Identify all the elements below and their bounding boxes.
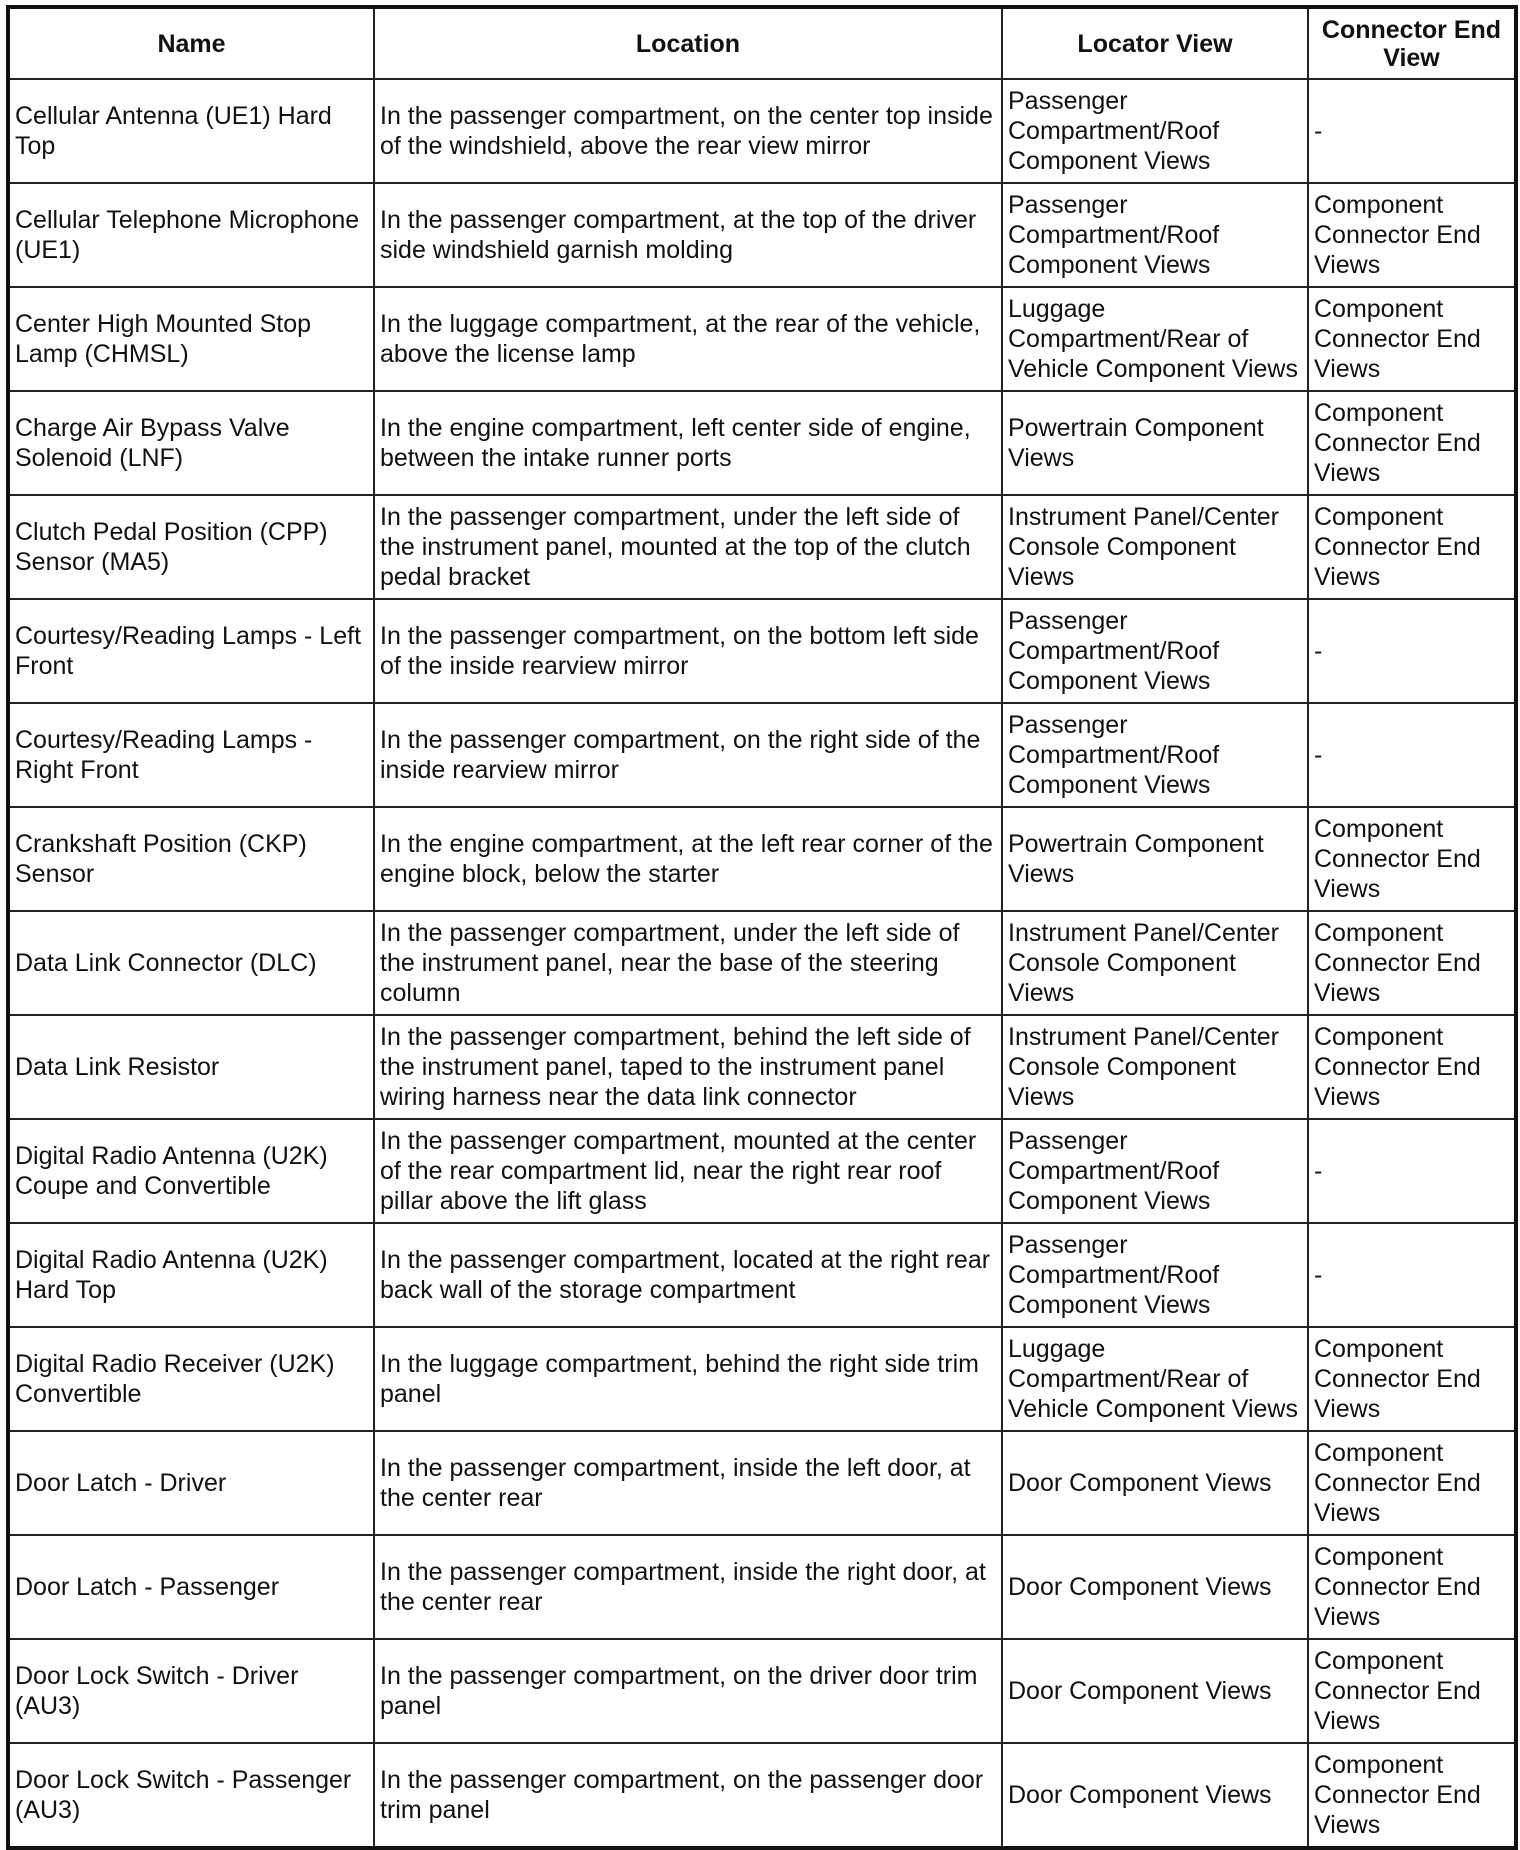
cell-locator-view: Instrument Panel/Center Console Component Views — [1002, 1015, 1308, 1119]
table-row — [8, 1223, 1516, 1327]
header-connector-end-view: Connector End View — [1308, 7, 1516, 79]
cell-name: Door Lock Switch - Passenger (AU3) — [8, 1743, 374, 1848]
cell-location: In the passenger compartment, located at the right rear back wall of the storage compartment — [374, 1223, 1002, 1327]
cell-location: In the passenger compartment, inside the right door, at the center rear — [374, 1535, 1002, 1639]
table-row — [8, 911, 1516, 1015]
cell-locator-view: Door Component Views — [1002, 1639, 1308, 1743]
table-row — [8, 1327, 1516, 1431]
header-name: Name — [8, 7, 374, 79]
table-row — [8, 703, 1516, 807]
cell-location: In the passenger compartment, inside the left door, at the center rear — [374, 1431, 1002, 1535]
cell-connector-end-view: Component Connector End Views — [1308, 1015, 1516, 1119]
cell-connector-end-view: Component Connector End Views — [1308, 807, 1516, 911]
cell-name: Center High Mounted Stop Lamp (CHMSL) — [8, 287, 374, 391]
table-header-row — [8, 7, 1516, 79]
cell-name: Clutch Pedal Position (CPP) Sensor (MA5) — [8, 495, 374, 599]
cell-locator-view: Instrument Panel/Center Console Component Views — [1002, 911, 1308, 1015]
cell-locator-view: Passenger Compartment/Roof Component Views — [1002, 703, 1308, 807]
header-locator-view: Locator View — [1002, 7, 1308, 79]
cell-connector-end-view: Component Connector End Views — [1308, 911, 1516, 1015]
cell-location: In the engine compartment, left center side of engine, between the intake runner ports — [374, 391, 1002, 495]
cell-connector-end-view: Component Connector End Views — [1308, 391, 1516, 495]
cell-name: Cellular Telephone Microphone (UE1) — [8, 183, 374, 287]
cell-location: In the passenger compartment, at the top of the driver side windshield garnish molding — [374, 183, 1002, 287]
component-locator-sheet — [6, 5, 1514, 1850]
cell-location: In the luggage compartment, behind the right side trim panel — [374, 1327, 1002, 1431]
cell-location: In the passenger compartment, on the passenger door trim panel — [374, 1743, 1002, 1848]
cell-name: Courtesy/Reading Lamps - Right Front — [8, 703, 374, 807]
table-row — [8, 1119, 1516, 1223]
cell-location: In the luggage compartment, at the rear of the vehicle, above the license lamp — [374, 287, 1002, 391]
cell-locator-view: Powertrain Component Views — [1002, 391, 1308, 495]
table-row — [8, 1431, 1516, 1535]
cell-connector-end-view: - — [1308, 599, 1516, 703]
table-row — [8, 495, 1516, 599]
cell-connector-end-view: Component Connector End Views — [1308, 1327, 1516, 1431]
cell-locator-view: Powertrain Component Views — [1002, 807, 1308, 911]
cell-name: Courtesy/Reading Lamps - Left Front — [8, 599, 374, 703]
table-row — [8, 599, 1516, 703]
cell-connector-end-view: Component Connector End Views — [1308, 287, 1516, 391]
cell-name: Data Link Connector (DLC) — [8, 911, 374, 1015]
component-locator-table — [6, 5, 1518, 1850]
cell-connector-end-view: - — [1308, 1223, 1516, 1327]
cell-locator-view: Instrument Panel/Center Console Component Views — [1002, 495, 1308, 599]
table-row — [8, 1535, 1516, 1639]
cell-locator-view: Passenger Compartment/Roof Component Views — [1002, 79, 1308, 183]
cell-locator-view: Door Component Views — [1002, 1743, 1308, 1848]
cell-name: Door Latch - Passenger — [8, 1535, 374, 1639]
cell-locator-view: Door Component Views — [1002, 1431, 1308, 1535]
cell-locator-view: Passenger Compartment/Roof Component Views — [1002, 1119, 1308, 1223]
cell-name: Data Link Resistor — [8, 1015, 374, 1119]
cell-locator-view: Passenger Compartment/Roof Component Views — [1002, 599, 1308, 703]
table-row — [8, 807, 1516, 911]
table-row — [8, 391, 1516, 495]
cell-locator-view: Passenger Compartment/Roof Component Views — [1002, 183, 1308, 287]
cell-locator-view: Door Component Views — [1002, 1535, 1308, 1639]
cell-name: Digital Radio Receiver (U2K) Convertible — [8, 1327, 374, 1431]
header-location: Location — [374, 7, 1002, 79]
cell-connector-end-view: - — [1308, 79, 1516, 183]
cell-name: Door Lock Switch - Driver (AU3) — [8, 1639, 374, 1743]
cell-name: Door Latch - Driver — [8, 1431, 374, 1535]
table-row — [8, 287, 1516, 391]
cell-locator-view: Luggage Compartment/Rear of Vehicle Component Views — [1002, 1327, 1308, 1431]
cell-location: In the passenger compartment, on the driver door trim panel — [374, 1639, 1002, 1743]
cell-location: In the passenger compartment, behind the left side of the instrument panel, taped to the instrument panel wiring harness near the data link connector — [374, 1015, 1002, 1119]
cell-connector-end-view: Component Connector End Views — [1308, 1431, 1516, 1535]
cell-connector-end-view: Component Connector End Views — [1308, 1535, 1516, 1639]
table-row — [8, 1639, 1516, 1743]
cell-location: In the passenger compartment, on the right side of the inside rearview mirror — [374, 703, 1002, 807]
cell-connector-end-view: Component Connector End Views — [1308, 1743, 1516, 1848]
cell-location: In the passenger compartment, on the bottom left side of the inside rearview mirror — [374, 599, 1002, 703]
table-row — [8, 79, 1516, 183]
cell-name: Charge Air Bypass Valve Solenoid (LNF) — [8, 391, 374, 495]
cell-connector-end-view: - — [1308, 703, 1516, 807]
cell-location: In the passenger compartment, on the center top inside of the windshield, above the rear view mirror — [374, 79, 1002, 183]
cell-connector-end-view: Component Connector End Views — [1308, 1639, 1516, 1743]
cell-connector-end-view: - — [1308, 1119, 1516, 1223]
cell-connector-end-view: Component Connector End Views — [1308, 183, 1516, 287]
cell-location: In the passenger compartment, mounted at the center of the rear compartment lid, near the right rear roof pillar above the lift glass — [374, 1119, 1002, 1223]
cell-location: In the passenger compartment, under the left side of the instrument panel, near the base of the steering column — [374, 911, 1002, 1015]
table-row — [8, 1015, 1516, 1119]
cell-locator-view: Luggage Compartment/Rear of Vehicle Component Views — [1002, 287, 1308, 391]
cell-locator-view: Passenger Compartment/Roof Component Views — [1002, 1223, 1308, 1327]
cell-name: Digital Radio Antenna (U2K) Coupe and Convertible — [8, 1119, 374, 1223]
cell-location: In the passenger compartment, under the left side of the instrument panel, mounted at the top of the clutch pedal bracket — [374, 495, 1002, 599]
cell-name: Cellular Antenna (UE1) Hard Top — [8, 79, 374, 183]
cell-name: Crankshaft Position (CKP) Sensor — [8, 807, 374, 911]
table-row — [8, 183, 1516, 287]
table-row — [8, 1743, 1516, 1848]
cell-connector-end-view: Component Connector End Views — [1308, 495, 1516, 599]
cell-name: Digital Radio Antenna (U2K) Hard Top — [8, 1223, 374, 1327]
cell-location: In the engine compartment, at the left rear corner of the engine block, below the starter — [374, 807, 1002, 911]
